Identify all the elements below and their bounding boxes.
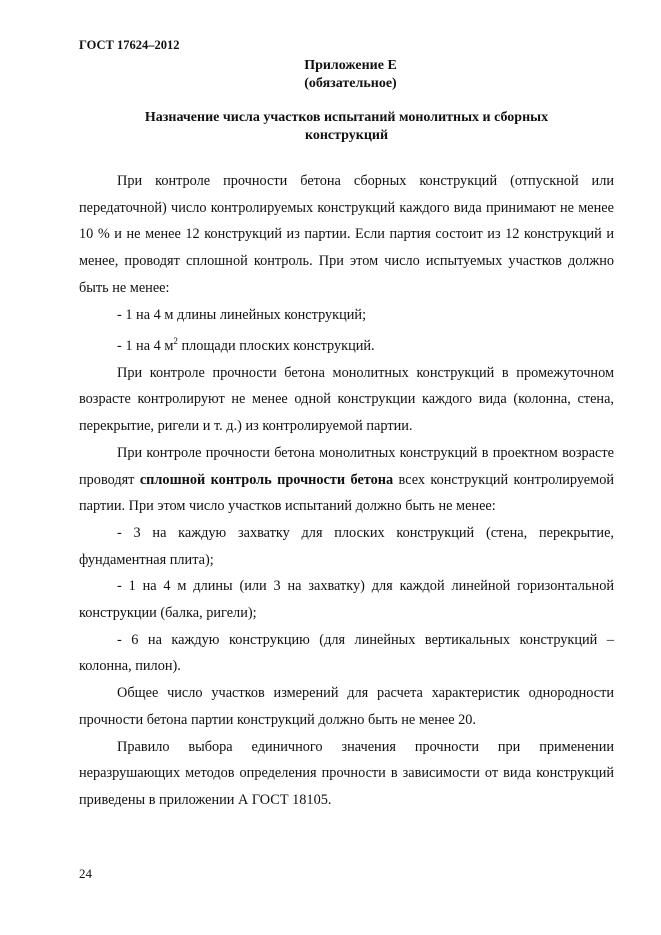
section-title (79, 109, 614, 145)
body-text (79, 168, 614, 814)
page-number: 24 (79, 866, 92, 881)
appendix-heading (0, 57, 661, 93)
section-title-line-1: Назначение числа участков испытаний монолитных и сборных (144, 110, 549, 125)
standard-header: ГОСТ 17624–2012 (79, 38, 180, 52)
appendix-label: Приложение Е (304, 58, 397, 73)
list-item-flat-text: - 1 на 4 м (117, 337, 174, 354)
paragraph-monolithic-design (79, 440, 614, 520)
superscript: 2 (173, 336, 178, 347)
list-item-columns: - 6 на каждую конструкцию (для линейных вертикальных конструкций – колонна, пилон). (79, 631, 614, 675)
paragraph-precast: При контроле прочности бетона сборных конструкций (отпускной или передаточной) число контролируемых конструкций каждого вида принимают не менее 10 % и не менее 12 конструкций из партии. Если партия состоит из 12 конструкций и менее, проводят сплошной контроль. При этом число испытуемых участков должно быть не менее: (79, 173, 614, 296)
p3-text-start: При контроле прочности бетона монолитных конструкций в проектном возрасте проводят (79, 444, 614, 488)
paragraph-selection-rule: Правило выбора единичного значения прочности при применении неразрушающих методов определения прочности в зависимости от вида конструкций приведены в приложении А ГОСТ 18105. (79, 738, 614, 808)
list-item-linear: - 1 на 4 м длины линейных конструкций; (117, 306, 367, 323)
list-item-flat-tail: площади плоских конструкций. (177, 337, 375, 354)
p3-bold-text: сплошной контроль прочности бетона (139, 471, 394, 488)
list-item-flat (79, 328, 614, 359)
p3-text-end: всех конструкций контролируемой партии. При этом число участков испытаний должно быть не менее: (79, 471, 614, 515)
list-item-beams: - 1 на 4 м длины (или 3 на захватку) для каждой линейной горизонтальной конструкции (балка, ригели); (79, 578, 614, 622)
paragraph-total-count: Общее число участков измерений для расчета характеристик однородности прочности бетона партии конструкций должно быть не менее 20. (79, 685, 614, 728)
appendix-status: (обязательное) (304, 76, 397, 91)
list-item-slabs: - 3 на каждую захватку для плоских конструкций (стена, перекрытие, фундаментная плита); (79, 524, 614, 568)
paragraph-monolithic-intermediate: При контроле прочности бетона монолитных конструкций в промежуточном возрасте контролируют не менее одной конструкции каждого вида (колонна, стена, перекрытие, ригели и т. д.) из контролируемой партии. (79, 364, 614, 435)
section-title-line-2: конструкций (304, 128, 389, 143)
